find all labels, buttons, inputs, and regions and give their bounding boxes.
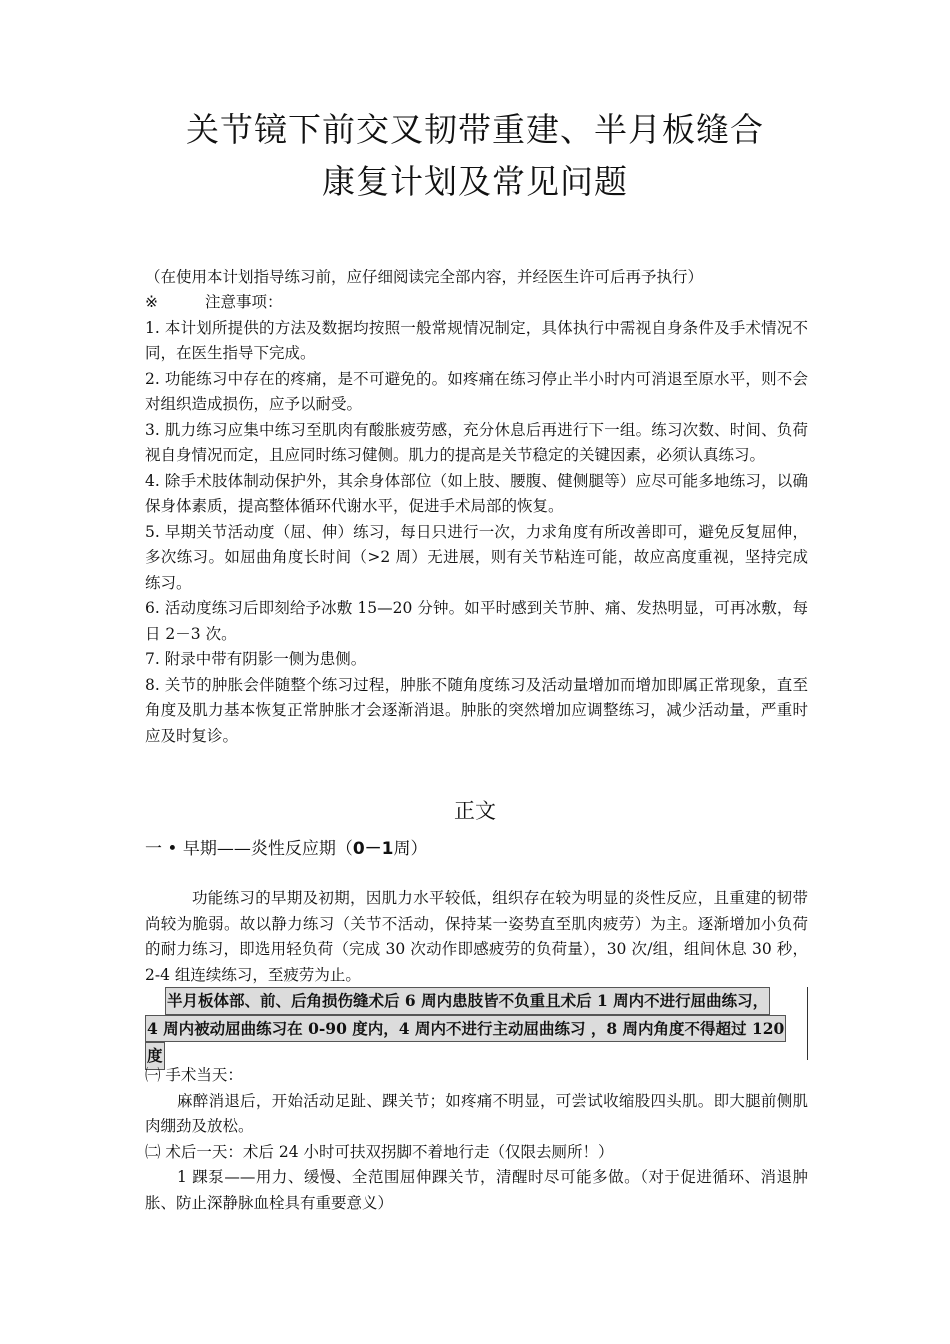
note-item-3: 3. 肌力练习应集中练习至肌肉有酸胀疲劳感，充分休息后再进行下一组。练习次数、时间、负荷视自身情况而定，且应同时练习健侧。肌力的提高是关节稳定的关键因素，必须认真练习。 — [145, 420, 808, 464]
note-item-2: 2. 功能练习中存在的疼痛，是不可避免的。如疼痛在练习停止半小时内可消退至原水平，则不会对组织造成损伤，应予以耐受。 — [145, 369, 808, 413]
note-item-6: 6. 活动度练习后即刻给予冰敷 15—20 分钟。如平时感到关节肿、痛、发热明显，可再冰敷，每日 2－3 次。 — [145, 599, 808, 643]
section-title: 正文 — [454, 799, 496, 823]
document-title-line2: 康复计划及常见问题 — [322, 162, 628, 201]
phase1-range: 0－1 — [352, 839, 394, 859]
note-item-8: 8. 关节的肿胀会伴随整个练习过程，肿胀不随角度练习及活动量增加而增加即属正常现象，直至角度及肌力基本恢复正常肿胀才会逐渐消退。肿胀的突然增加应调整练习，减少活动量，严重时应及时复诊。 — [145, 675, 808, 745]
meniscus-warning-box — [145, 987, 808, 1070]
day1-heading: ㈡ 术后一天：术后 24 小时可扶双拐脚不着地行走（仅限去厕所！） — [145, 1142, 614, 1161]
surgery-day-text: 麻醉消退后，开始活动足趾、踝关节；如疼痛不明显，可尝试收缩股四头肌。即大腿前侧肌肉绷劲及放松。 — [145, 1091, 808, 1135]
warning-line-1: 半月板体部、前、后角损伤缝术后 6 周内患肢皆不负重且术后 1 周内不进行屈曲练习， — [165, 987, 770, 1015]
note-item-5: 5. 早期关节活动度（屈、伸）练习，每日只进行一次，力求角度有所改善即可，避免反复屈伸，多次练习。如屈曲角度长时间（>2 周）无进展，则有关节粘连可能，故应高度重视，坚持完成练习。 — [145, 522, 808, 592]
phase1-paragraph: 功能练习的早期及初期，因肌力水平较低，组织存在较为明显的炎性反应，且重建的韧带尚较为脆弱。故以静力练习（关节不活动，保持某一姿势直至肌肉疲劳）为主。逐渐增加小负荷的耐力练习，即选用轻负荷（完成 30 次动作即感疲劳的负荷量），30 次/组，组间休息 30 秒，2-4 组连续练习，至疲劳为止。 — [145, 889, 808, 984]
usage-note-text: （在使用本计划指导练习前，应仔细阅读完全部内容，并经医生许可后再予执行） — [145, 268, 704, 286]
phase1-paragraph-block — [145, 886, 808, 988]
warning-line-3: 度 — [145, 1042, 165, 1070]
note-item-4: 4. 除手术肢体制动保护外，其余身体部位（如上肢、腰腹、健侧腿等）应尽可能多地练习，以确保身体素质，提高整体循环代谢水平，促进手术局部的恢复。 — [145, 471, 808, 515]
post-op-section — [145, 1063, 808, 1216]
note-item-7: 7. 附录中带有阴影一侧为患侧。 — [145, 650, 367, 668]
document-title-line1: 关节镜下前交叉韧带重建、半月板缝合 — [186, 110, 764, 149]
usage-note — [145, 265, 808, 291]
note-item-1: 1. 本计划所提供的方法及数据均按照一般常规情况制定，具体执行中需视自身条件及手术情况不同，在医生指导下完成。 — [145, 318, 808, 362]
phase1-prefix: 一 • 早期——炎性反应期（ — [145, 839, 353, 859]
notes-heading-row — [145, 290, 808, 316]
phase1-suffix: 周） — [393, 839, 428, 859]
surgery-day-heading: ㈠ 手术当天： — [145, 1066, 243, 1084]
notes-heading: 注意事项： — [205, 293, 283, 311]
warning-line-2-row — [145, 1015, 808, 1043]
notes-list — [145, 290, 808, 749]
warning-box-right-border — [807, 987, 808, 1060]
warning-line-2: 4 周内被动屈曲练习在 0-90 度内，4 周内不进行主动屈曲练习 ，8 周内角度不得超过 120 — [145, 1015, 786, 1043]
warning-line-1-row — [165, 987, 808, 1015]
phase1-heading — [145, 834, 428, 859]
reference-mark-icon: ※ — [145, 293, 158, 311]
day1-item-1: 1 踝泵——用力、缓慢、全范围屈伸踝关节，清醒时尽可能多做。（对于促进循环、消退肿胀、防止深静脉血栓具有重要意义） — [145, 1168, 808, 1212]
